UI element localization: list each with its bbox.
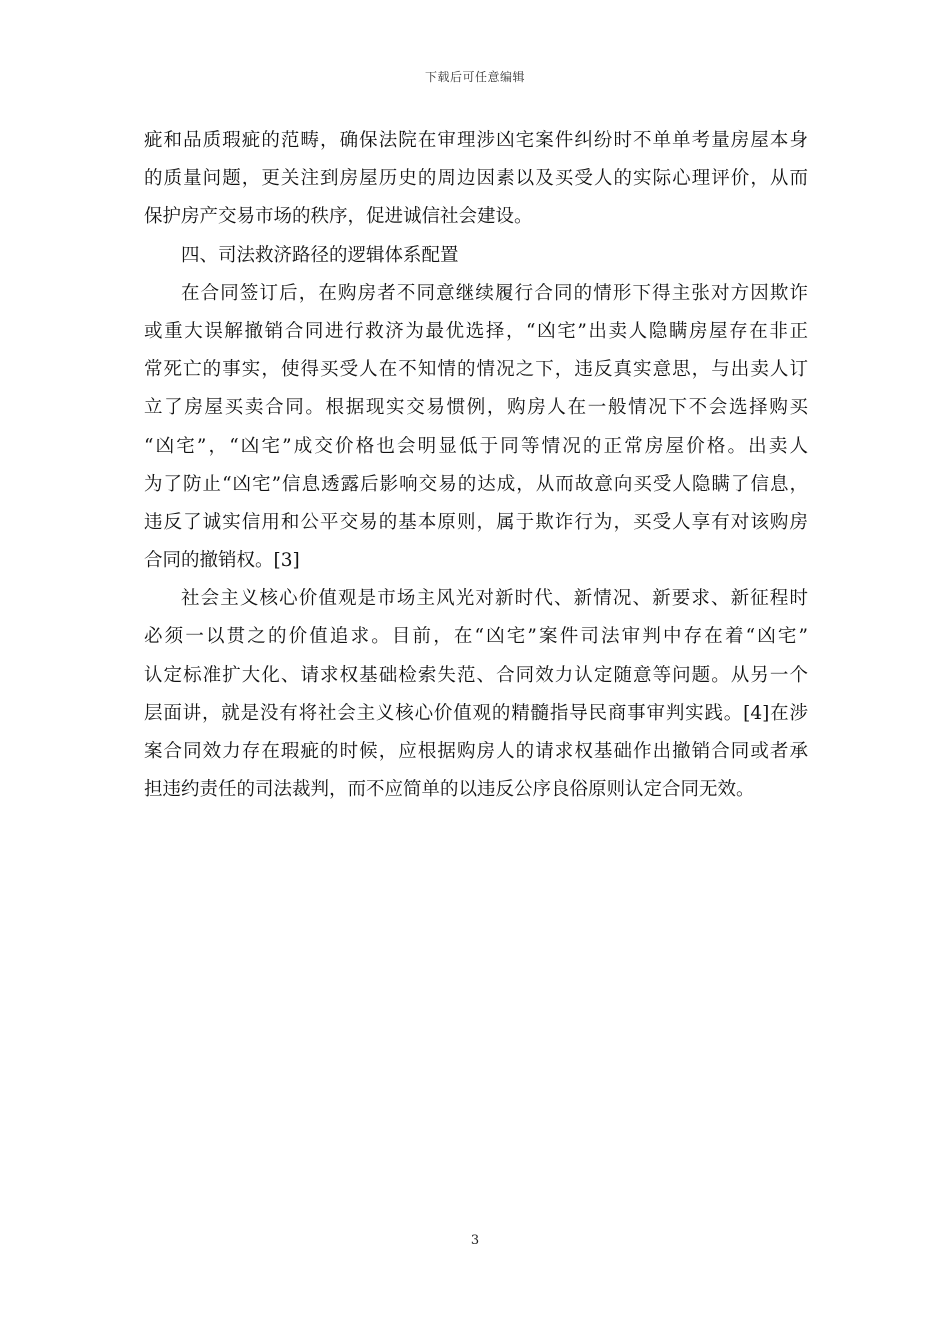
body-line: 违反了诚实信用和公平交易的基本原则，属于欺诈行为，买受人享有对该购房 bbox=[144, 511, 808, 533]
section-heading: 四、司法救济路径的逻辑体系配置 bbox=[181, 244, 459, 266]
body-line: 合同的撤销权。[3] bbox=[144, 550, 300, 572]
body-line: 在合同签订后，在购房者不同意继续履行合同的情形下得主张对方因欺诈 bbox=[181, 282, 808, 304]
body-line: 常死亡的事实，使得买受人在不知情的情况之下，违反真实意思，与出卖人订 bbox=[144, 359, 808, 381]
body-line: 为了防止“凶宅”信息透露后影响交易的达成，从而故意向买受人隐瞒了信息， bbox=[144, 473, 808, 495]
body-text bbox=[144, 122, 808, 809]
body-line: “凶宅”，“凶宅”成交价格也会明显低于同等情况的正常房屋价格。出卖人 bbox=[144, 435, 808, 457]
body-line: 案合同效力存在瑕疵的时候，应根据购房人的请求权基础作出撤销合同或者承 bbox=[144, 741, 808, 762]
body-line: 层面讲，就是没有将社会主义核心价值观的精髓指导民商事审判实践。[4]在涉 bbox=[144, 702, 808, 724]
body-line: 疵和品质瑕疵的范畴，确保法院在审理涉凶宅案件纠纷时不单单考量房屋本身 bbox=[144, 130, 808, 151]
body-line: 社会主义核心价值观是市场主风光对新时代、新情况、新要求、新征程时 bbox=[181, 588, 808, 610]
body-line: 认定标准扩大化、请求权基础检索失范、合同效力认定随意等问题。从另一个 bbox=[144, 664, 808, 686]
body-line: 必须一以贯之的价值追求。目前，在“凶宅”案件司法审判中存在着“凶宅” bbox=[144, 626, 808, 648]
download-note: 下载后可任意编辑 bbox=[424, 70, 525, 84]
body-line: 保护房产交易市场的秩序，促进诚信社会建设。 bbox=[144, 206, 533, 228]
body-line: 立了房屋买卖合同。根据现实交易惯例，购房人在一般情况下不会选择购买 bbox=[144, 397, 808, 419]
body-line: 担违约责任的司法裁判，而不应简单的以违反公序良俗原则认定合同无效。 bbox=[144, 779, 755, 801]
body-line: 或重大误解撤销合同进行救济为最优选择，“凶宅”出卖人隐瞒房屋存在非正 bbox=[144, 320, 808, 342]
page-number: 3 bbox=[470, 1233, 480, 1248]
body-line: 的质量问题，更关注到房屋历史的周边因素以及买受人的实际心理评价，从而 bbox=[144, 168, 808, 190]
